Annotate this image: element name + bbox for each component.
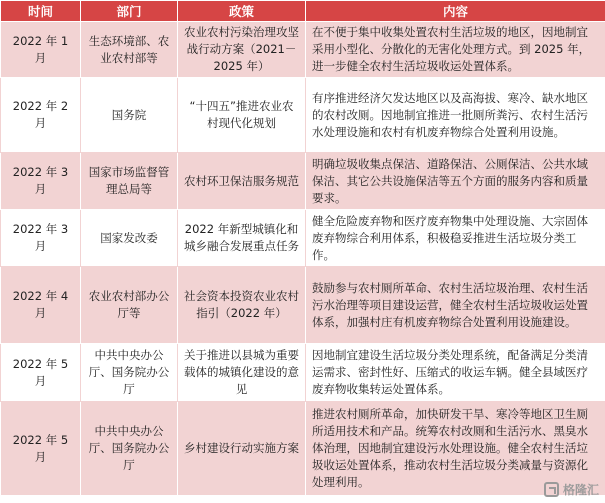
cell-content: 有序推进经济欠发达地区以及高海拔、寒冷、缺水地区的农村改厕。因地制宜推进一批厕所粪污、农村生活污水处理设施和农村有机废弃物综合处置利用设施。 (306, 78, 605, 153)
cell-time: 2022 年 5 月 (1, 402, 81, 496)
cell-policy: 乡村建设行动实施方案 (178, 402, 306, 496)
cell-time: 2022 年 3 月 (1, 153, 81, 210)
gelonghui-logo-icon (544, 482, 559, 497)
table-row (1, 78, 605, 153)
header-content: 内容 (306, 1, 605, 22)
cell-content: 推进农村厕所革命，加快研发干旱、寒冷等地区卫生厕所适用技术和产品。统筹农村改厕和生活污水、黑臭水体治理，因地制宜建设污水处理设施。健全农村生活垃圾收运处置体系，推动农村生活垃圾分类减量与资源化处理利用。 (306, 402, 605, 496)
watermark-text: 格隆汇 (562, 483, 599, 497)
cell-content: 明确垃圾收集点保洁、道路保洁、公厕保洁、公共水域保洁、其它公共设施保洁等五个方面的服务内容和质量要求。 (306, 153, 605, 210)
cell-policy: 农村环卫保洁服务规范 (178, 153, 306, 210)
cell-time: 2022 年 2 月 (1, 78, 81, 153)
cell-time: 2022 年 1 月 (1, 22, 81, 78)
cell-department: 中共中央办公厅、国务院办公厅 (81, 344, 178, 402)
cell-department: 中共中央办公厅、国务院办公厅 (81, 402, 178, 496)
table-row (1, 402, 605, 496)
table-row (1, 210, 605, 267)
cell-policy: 关于推进以县城为重要载体的城镇化建设的意见 (178, 344, 306, 402)
cell-content: 在不便于集中收集处置农村生活垃圾的地区，因地制宜采用小型化、分散化的无害化处理方式。到 2025 年，进一步健全农村生活垃圾收运处置体系。 (306, 22, 605, 78)
header-policy: 政策 (178, 1, 306, 22)
cell-department: 国家市场监督管理总局等 (81, 153, 178, 210)
table-row (1, 344, 605, 402)
table-row (1, 22, 605, 78)
table-row (1, 267, 605, 344)
cell-content: 健全危险废弃物和医疗废弃物集中处理设施、大宗固体废弃物综合利用体系，积极稳妥推进生活垃圾分类工作。 (306, 210, 605, 267)
header-time: 时间 (1, 1, 81, 22)
cell-content: 因地制宜建设生活垃圾分类处理系统，配备满足分类清运需求、密封性好、压缩式的收运车辆。健全县域医疗废弃物收集转运处置体系。 (306, 344, 605, 402)
cell-department: 国家发改委 (81, 210, 178, 267)
header-department: 部门 (81, 1, 178, 22)
cell-time: 2022 年 5 月 (1, 344, 81, 402)
cell-time: 2022 年 4 月 (1, 267, 81, 344)
cell-department: 生态环境部、农业农村部等 (81, 22, 178, 78)
cell-policy: 2022 年新型城镇化和城乡融合发展重点任务 (178, 210, 306, 267)
cell-time: 2022 年 3 月 (1, 210, 81, 267)
table-header-row (1, 1, 605, 22)
cell-content: 鼓励参与农村厕所革命、农村生活垃圾治理、农村生活污水治理等项目建设运营，健全农村生活垃圾收运处置体系，加强村庄有机废弃物综合处置利用设施建设。 (306, 267, 605, 344)
cell-policy: 农业农村污染治理攻坚战行动方案（2021－2025 年） (178, 22, 306, 78)
table-row (1, 153, 605, 210)
watermark (544, 481, 599, 498)
cell-department: 国务院 (81, 78, 178, 153)
cell-policy: 社会资本投资农业农村指引（2022 年） (178, 267, 306, 344)
cell-department: 农业农村部办公厅等 (81, 267, 178, 344)
cell-policy: “十四五”推进农业农村现代化规划 (178, 78, 306, 153)
